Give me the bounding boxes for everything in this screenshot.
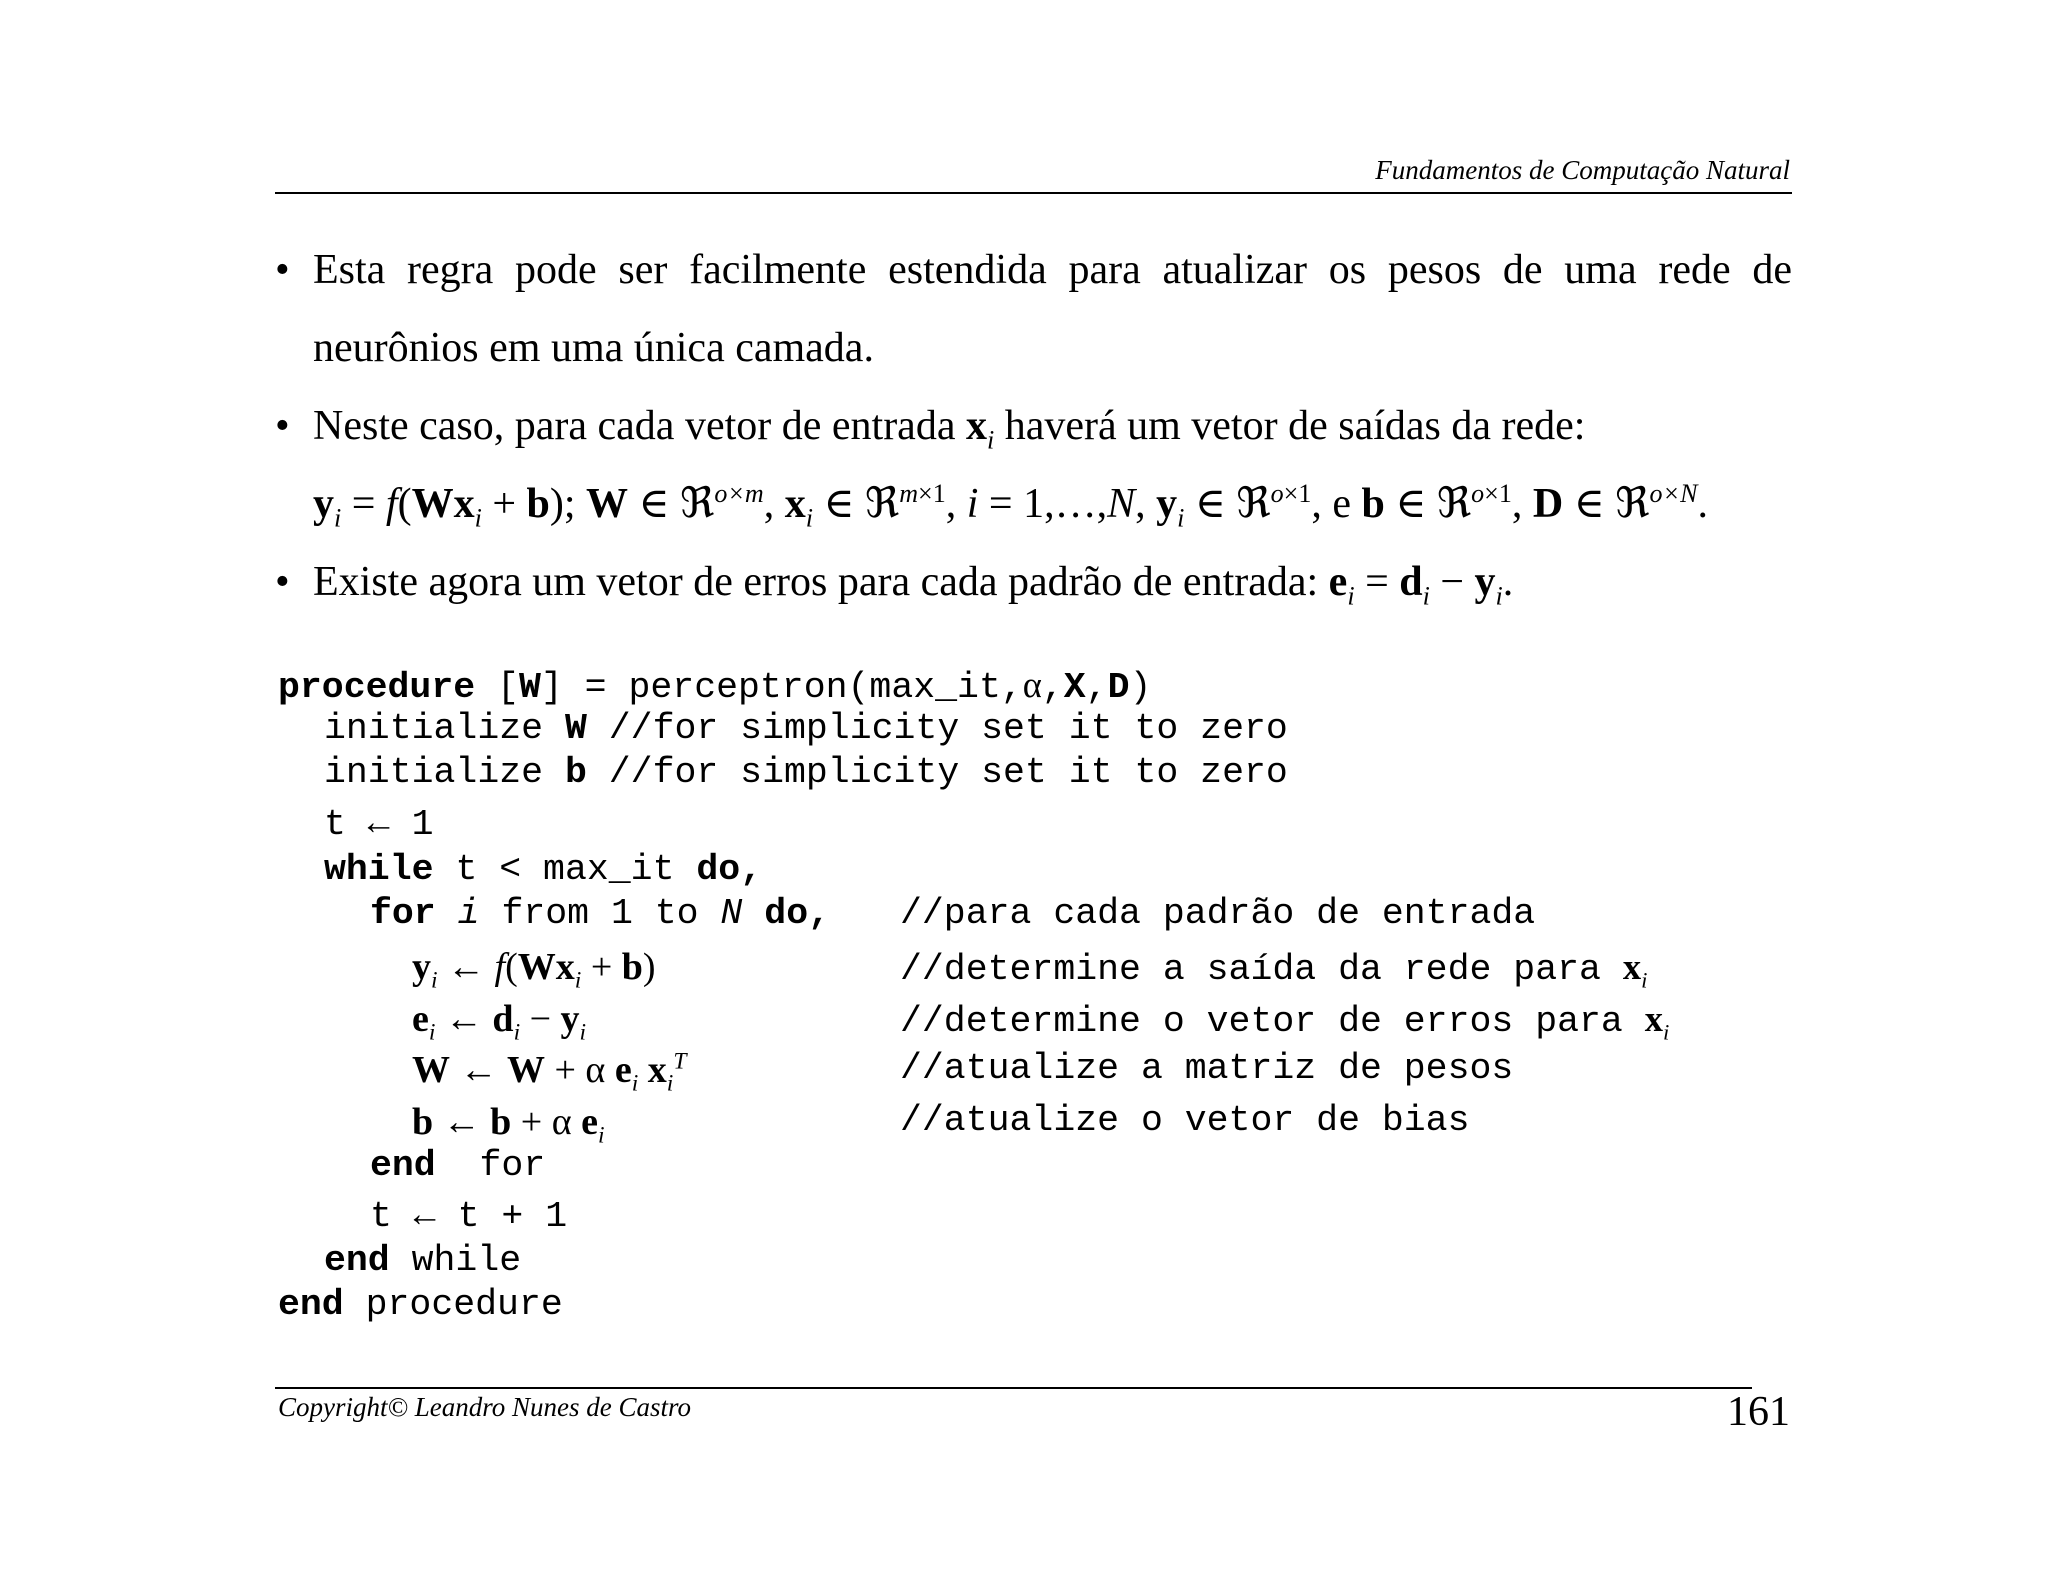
bullet-1-line-1: • Esta regra pode ser facilmente estendida para atualizar os pesos de uma rede de [275,247,1792,293]
equation-line: $y_i = f(Wx_i + b)$; W ∈ ℜ$^{o\times m}$, $x_i$ ∈ ℜ$^{m\times 1}$, i = 1,…,N, $y_i$ ∈ ℜ$^{o\times 1}$, e b ∈ ℜ$^{o\times 1}$, D ∈ ℜ$^{o\times N}$. [313,479,1708,533]
code-init-b: initialize b //for simplicity set it to zero [324,752,1288,793]
comment-error: //determine o vetor de erros para $x_i$ [900,998,1670,1045]
code-for-comment: //para cada padrão de entrada [900,893,1536,934]
running-header: Fundamentos de Computação Natural [1375,155,1790,185]
footer-rule [275,1387,1752,1389]
comment-output: //determine a saída da rede para $x_i$ [900,946,1648,993]
code-end-for: end for [370,1145,546,1186]
header-rule [275,192,1792,194]
code-t-inc: t ← t + 1 [370,1196,568,1237]
stmt-bias: b ← b + α $e_i$ [412,1101,605,1149]
code-init-w: initialize W //for simplicity set it to zero [324,708,1288,749]
comment-bias: //atualize o vetor de bias [900,1100,1470,1141]
page-number: 161 [1727,1389,1790,1435]
code-for: for i from 1 to N do, [370,893,831,934]
comment-weights: //atualize a matriz de pesos [900,1048,1514,1089]
code-t-init: t ← 1 [324,804,434,845]
code-procedure-line: procedure [W] = perceptron(max_it,α,X,D) [278,664,1152,708]
bullet-2: • Neste caso, para cada vetor de entrada $x_i$ haverá um vetor de saídas da rede: [275,403,1586,455]
code-end-procedure: end procedure [278,1284,563,1325]
bullet-3: • Existe agora um vetor de erros para cada padrão de entrada: $e_i = d_i - y_i$. [275,559,1514,611]
stmt-output: $y_i$ ← $f(Wx_i + b)$ [412,946,656,994]
copyright: Copyright© Leandro Nunes de Castro [278,1392,692,1422]
bullet-1-line-2: neurônios em uma única camada. [313,325,874,371]
code-end-while: end while [324,1240,522,1281]
bullet-symbol: • [275,247,290,293]
code-while: while t < max_it do, [324,849,763,890]
stmt-weights: W ← W + α $e_i$ $x_i^T$ [412,1048,687,1097]
stmt-error: $e_i$ ← $d_i - y_i$ [412,998,587,1046]
